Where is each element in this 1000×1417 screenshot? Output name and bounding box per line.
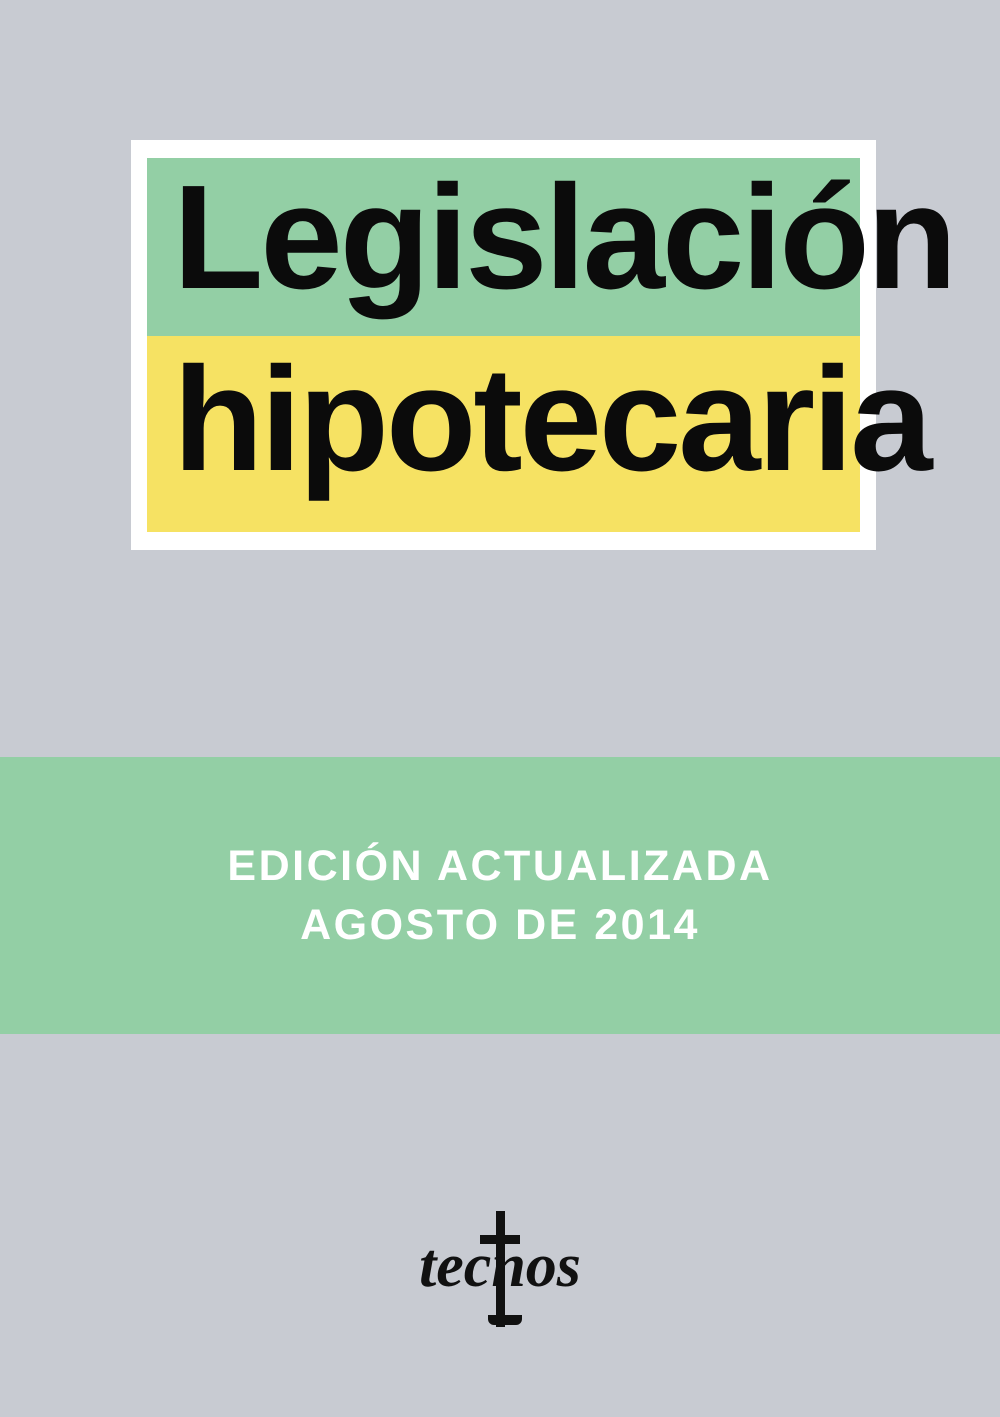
- title-bands: [147, 155, 955, 532]
- publisher-name: tecnos: [419, 1232, 581, 1300]
- publisher-logo: [0, 1195, 1000, 1335]
- title-line-2: hipotecaria: [173, 337, 930, 502]
- title-line-1: Legislación: [173, 155, 955, 320]
- edition-line-1: EDICIÓN ACTUALIZADA: [227, 842, 773, 891]
- edition-band: [0, 757, 1000, 1034]
- edition-line-2: AGOSTO DE 2014: [300, 900, 700, 949]
- publisher-logo-wrap: [390, 1205, 610, 1325]
- title-block: [131, 140, 955, 550]
